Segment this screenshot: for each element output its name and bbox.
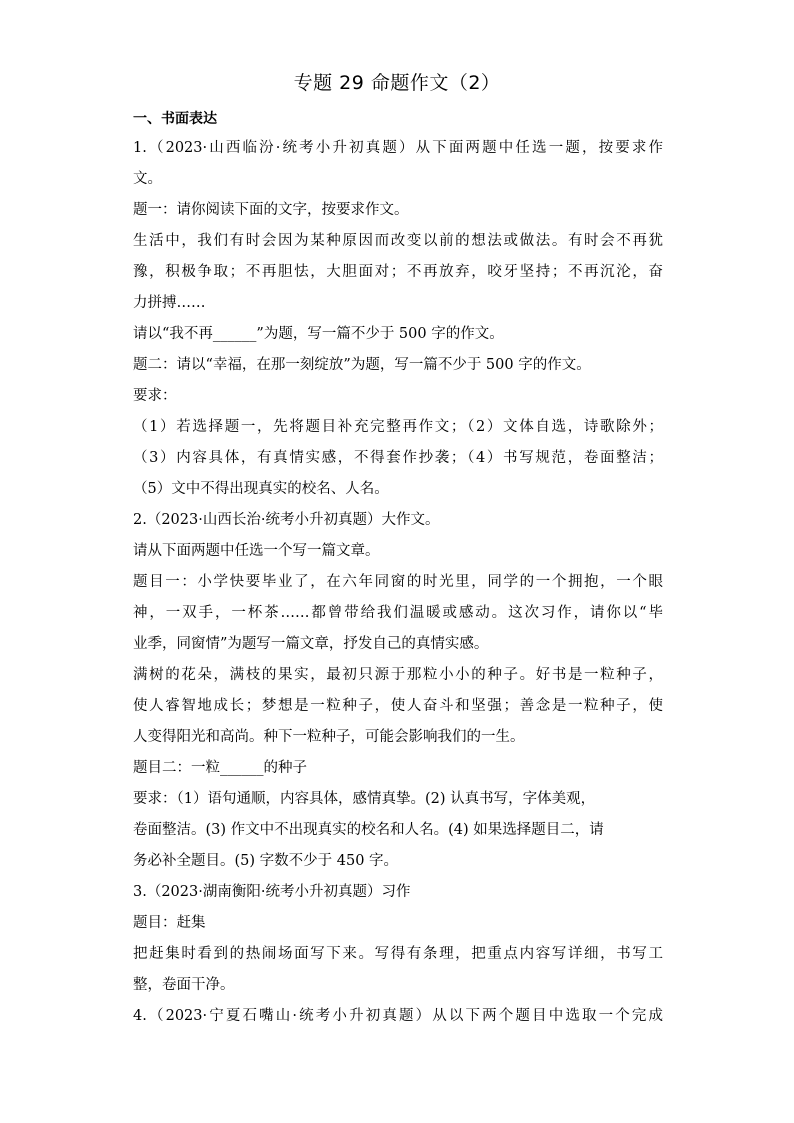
text-line: 题目一：小学快要毕业了，在六年同窗的时光里，同学的一个拥抱，一个眼 <box>133 574 663 590</box>
text-line: （3）内容具体，有真情实感，不得套作抄袭；（4）书写规范，卷面整洁； <box>133 450 663 466</box>
text-line: 人变得阳光和高尚。种下一粒种子，可能会影响我们的一生。 <box>133 729 525 745</box>
text-line: 1.（2023·山西临汾·统考小升初真题）从下面两题中任选一题，按要求作 <box>133 140 663 156</box>
text-line: 题目二：一粒______的种子 <box>133 760 307 776</box>
text-line: （1）若选择题一，先将题目补充完整再作文；（2）文体自选，诗歌除外； <box>133 419 663 435</box>
text-line: 神，一双手，一杯茶……都曾带给我们温暖或感动。这次习作，请你以“毕 <box>133 605 663 621</box>
text-line: 要求： <box>133 388 177 404</box>
section-heading: 一、书面表达 <box>133 111 217 127</box>
text-line: 要求：（1）语句通顺，内容具体，感情真挚。(2) 认真书写，字体美观， <box>133 791 596 807</box>
text-line: 题目：赶集 <box>133 915 206 931</box>
text-line: 题一：请你阅读下面的文字，按要求作文。 <box>133 202 409 218</box>
page-title: 专题 29 命题作文（2） <box>293 72 501 94</box>
text-line: 生活中，我们有时会因为某种原因而改变以前的想法或做法。有时会不再犹 <box>133 233 663 249</box>
text-line: 文。 <box>133 171 162 187</box>
text-line: 题二：请以“幸福，在那一刻绽放”为题，写一篇不少于 500 字的作文。 <box>133 357 591 373</box>
text-line: 2.（2023·山西长治·统考小升初真题）大作文。 <box>133 512 440 528</box>
text-line: 整，卷面干净。 <box>133 977 235 993</box>
text-line: 把赶集时看到的热闹场面写下来。写得有条理，把重点内容写详细，书写工 <box>133 946 663 962</box>
text-line: 使人睿智地成长；梦想是一粒种子，使人奋斗和坚强；善念是一粒种子，使 <box>133 698 663 714</box>
text-line: 满树的花朵，满枝的果实，最初只源于那粒小小的种子。好书是一粒种子， <box>133 667 663 683</box>
text-line: 4.（2023·宁夏石嘴山·统考小升初真题）从以下两个题目中选取一个完成 <box>133 1008 663 1024</box>
text-line: 豫，积极争取；不再胆怯，大胆面对；不再放弃，咬牙坚持；不再沉沦，奋 <box>133 264 663 280</box>
text-line: 请以“我不再______”为题，写一篇不少于 500 字的作文。 <box>133 326 504 342</box>
text-line: 3.（2023·湖南衡阳·统考小升初真题）习作 <box>133 884 411 900</box>
text-line: 力拼搏…… <box>133 295 206 311</box>
text-line: 卷面整洁。(3) 作文中不出现真实的校名和人名。(4) 如果选择题目二，请 <box>133 822 604 838</box>
document-body <box>133 133 663 1032</box>
text-line: 业季，同窗情”为题写一篇文章，抒发自己的真情实感。 <box>133 636 489 652</box>
text-line: （5）文中不得出现真实的校名、人名。 <box>133 481 389 497</box>
text-line: 请从下面两题中任选一个写一篇文章。 <box>133 543 380 559</box>
text-line: 务必补全题目。(5) 字数不少于 450 字。 <box>133 853 399 869</box>
